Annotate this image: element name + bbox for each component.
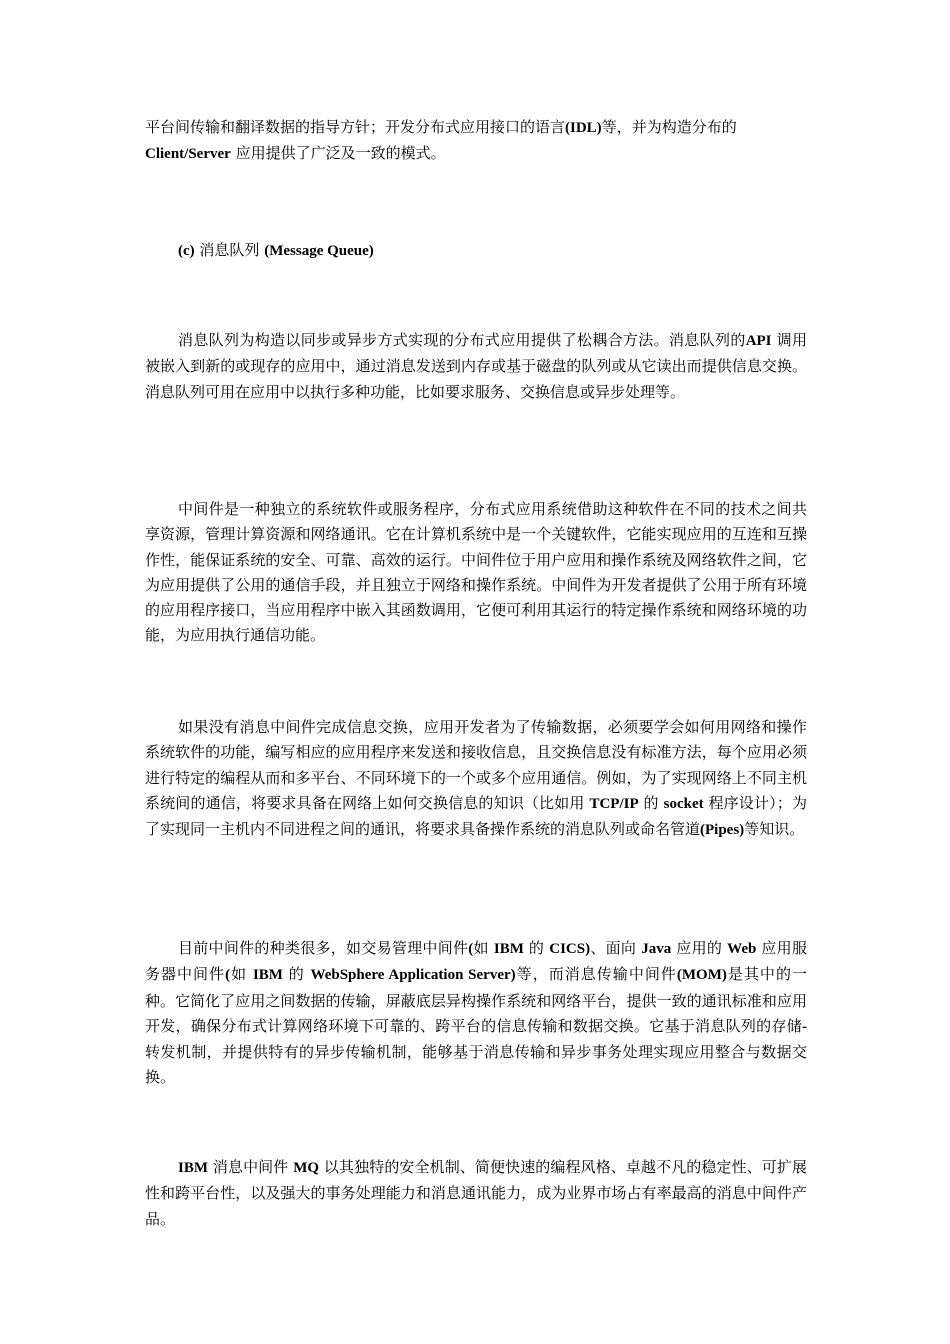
section-heading-message-queue: (c) 消息队列 (Message Queue): [178, 241, 374, 259]
paragraph-ibm-mq: IBM 消息中间件 MQ 以其独特的安全机制、简便快速的编程风格、卓越不凡的稳定性、可扩展性和跨平台性，以及强大的事务处理能力和消息通讯能力，成为业界市场占有率最高的消息中间件产品。: [145, 1158, 807, 1228]
paragraph-corba-continuation: 平台间传输和翻译数据的指导方针；开发分布式应用接口的语言(IDL)等，并为构造分布的 Client/Server 应用提供了广泛及一致的模式。: [145, 118, 737, 163]
paragraph-middleware-definition: 中间件是一种独立的系统软件或服务程序，分布式应用系统借助这种软件在不同的技术之间共享资源，管理计算资源和网络通讯。它在计算机系统中是一个关键软件，它能实现应用的互连和互操作性，能保证系统的安全、可靠、高效的运行。中间件位于用户应用和操作系统及网络软件之间，它为应用提供了公用的通信手段，并且独立于网络和操作系统。中间件为开发者提供了公用于所有环境的应用程序接口，当应用程序中嵌入其函数调用，它便可利用其运行的特定操作系统和网络环境的功能，为应用执行通信功能。: [145, 500, 807, 645]
paragraph-middleware-types: 目前中间件的种类很多，如交易管理中间件(如 IBM 的 CICS)、面向 Java 应用的 Web 应用服务器中间件(如 IBM 的 WebSphere Application Server)等，而消息传输中间件(MOM)是其中的一种。它简化了应用之间数据的传输，屏蔽底层异构操作系统和网络平台，提供一致的通讯标准和应用开发，确保分布式计算网络环境下可靠的、跨平台的信息传输和数据交换。它基于消息队列的存储-转发机制，并提供特有的异步传输机制，能够基于消息传输和异步事务处理实现应用整合与数据交换。: [145, 939, 807, 1087]
paragraph-message-queue: 消息队列为构造以同步或异步方式实现的分布式应用提供了松耦合方法。消息队列的API 调用被嵌入到新的或现存的应用中，通过消息发送到内存或基于磁盘的队列或从它读出而提供信息交换。消息队列可用在应用中以执行多种功能，比如要求服务、交换信息或异步处理等。: [145, 331, 807, 401]
paragraph-without-message-middleware: 如果没有消息中间件完成信息交换，应用开发者为了传输数据，必须要学会如何用网络和操作系统软件的功能，编写相应的应用程序来发送和接收信息，且交换信息没有标准方法，每个应用必须进行特定的编程从而和多平台、不同环境下的一个或多个应用通信。例如，为了实现网络上不同主机系统间的通信，将要求具备在网络上如何交换信息的知识（比如用 TCP/IP 的 socket 程序设计）；为了实现同一主机内不同进程之间的通讯，将要求具备操作系统的消息队列或命名管道(Pipes)等知识。: [145, 718, 807, 839]
